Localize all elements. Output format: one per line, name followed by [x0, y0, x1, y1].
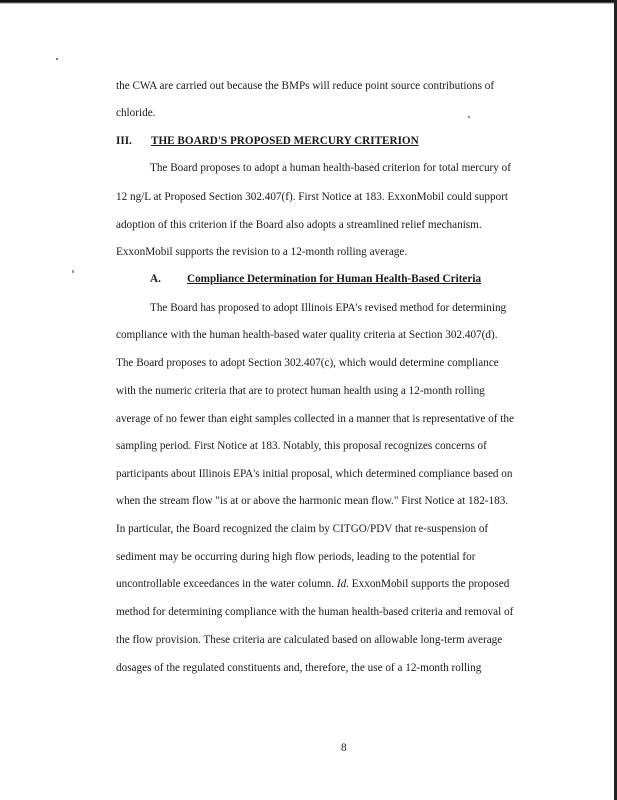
- text-line: [116, 577, 509, 591]
- subsection-title: Compliance Determination for Human Health-Based Criteria: [187, 273, 482, 285]
- text-line: when the stream flow "is at or above the harmonic mean flow." First Notice at 182-183.: [116, 495, 509, 507]
- scan-speck: [72, 270, 74, 273]
- text-line: method for determining compliance with the human health-based criteria and removal of: [116, 606, 514, 618]
- text-line: In particular, the Board recognized the claim by CITGO/PDV that re-suspension of: [116, 523, 489, 535]
- text-line: the CWA are carried out because the BMPs will reduce point source contributions of: [116, 80, 495, 92]
- page-number: 8: [341, 742, 347, 754]
- scan-speck: [56, 58, 58, 60]
- section-title: THE BOARD'S PROPOSED MERCURY CRITERION: [151, 135, 419, 147]
- text-line: sampling period. First Notice at 183. Notably, this proposal recognizes concerns of: [116, 440, 487, 452]
- text-line: 12 ng/L at Proposed Section 302.407(f). First Notice at 183. ExxonMobil could support: [116, 191, 509, 203]
- section-number: III.: [116, 135, 132, 147]
- text-line: participants about Illinois EPA's initial proposal, which determined compliance based on: [116, 468, 513, 480]
- text-line: compliance with the human health-based water quality criteria at Section 302.407(d).: [116, 329, 498, 341]
- text-line: The Board proposes to adopt a human health-based criterion for total mercury of: [150, 162, 511, 174]
- text-line: sediment may be occurring during high flow periods, leading to the potential for: [116, 551, 476, 563]
- scan-edge-top: [0, 0, 617, 4]
- text-line: adoption of this criterion if the Board also adopts a streamlined relief mechanism.: [116, 219, 482, 231]
- text-line: with the numeric criteria that are to protect human health using a 12-month rolling: [116, 385, 485, 397]
- text-line: The Board proposes to adopt Section 302.407(c), which would determine compliance: [116, 357, 499, 369]
- text-line: average of no fewer than eight samples collected in a manner that is representative of the: [116, 413, 514, 425]
- text-line: dosages of the regulated constituents and, therefore, the use of a 12-month rolling: [116, 662, 482, 674]
- text-run: ExxonMobil supports the proposed: [349, 578, 510, 590]
- text-run: uncontrollable exceedances in the water column.: [116, 578, 337, 590]
- text-line: ExxonMobil supports the revision to a 12-month rolling average.: [116, 246, 408, 258]
- text-line: The Board has proposed to adopt Illinois EPA's revised method for determining: [150, 302, 507, 314]
- scan-speck: [468, 116, 470, 118]
- text-line: the flow provision. These criteria are calculated based on allowable long-term average: [116, 634, 503, 646]
- subsection-number: A.: [150, 273, 161, 285]
- citation-id: Id.: [336, 578, 349, 590]
- text-line: chloride.: [116, 107, 156, 119]
